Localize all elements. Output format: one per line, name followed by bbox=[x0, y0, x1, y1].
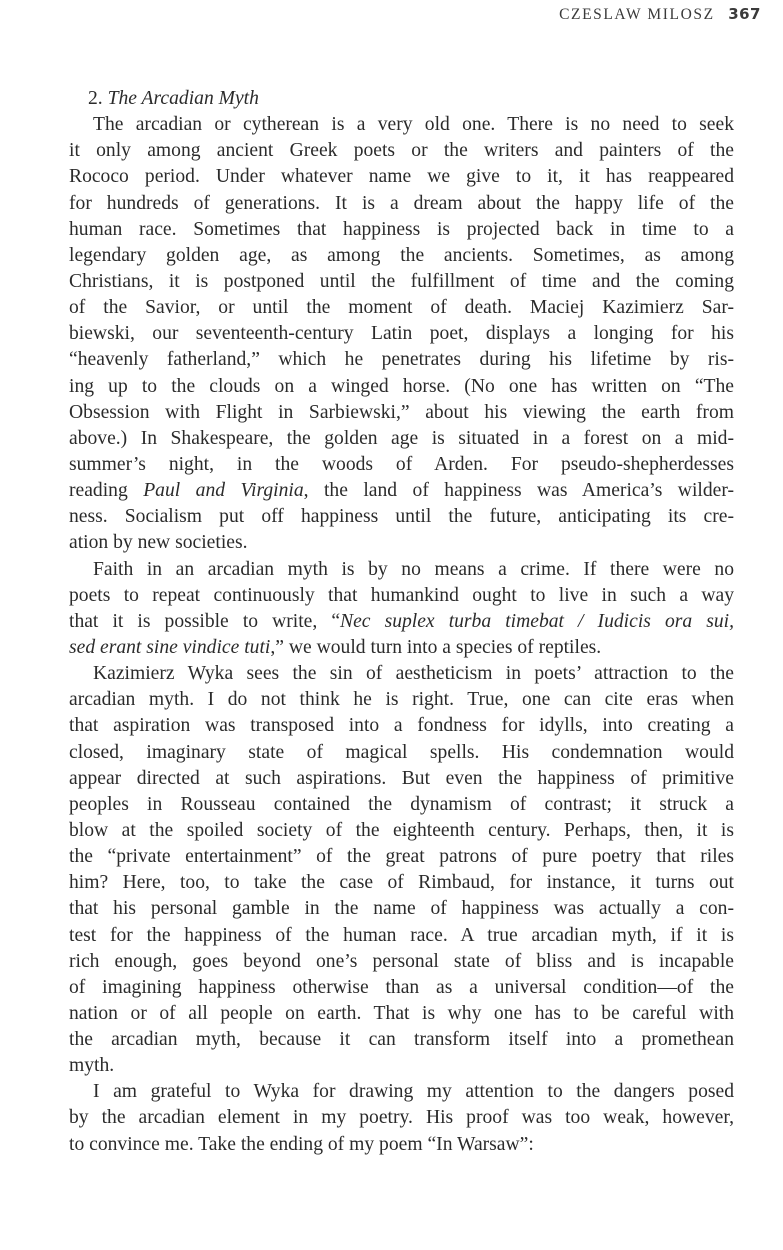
paragraph bbox=[69, 661, 734, 1079]
text-line: nation or of all people on earth. That is why one has to be careful with bbox=[69, 1002, 734, 1024]
text-line: legendary golden age, as among the ancients. Sometimes, as among bbox=[69, 244, 734, 266]
text-line: that his personal gamble in the name of happiness was actually a con- bbox=[69, 898, 734, 920]
text-line: Christians, it is postponed until the fulfillment of time and the coming bbox=[69, 270, 734, 292]
text-line: it only among ancient Greek poets or the writers and painters of the bbox=[69, 140, 734, 162]
text-line: reading Paul and Virginia, the land of happiness was America’s wilder- bbox=[69, 480, 734, 502]
section-heading bbox=[69, 86, 734, 112]
running-head bbox=[559, 5, 761, 24]
text-line: I am grateful to Wyka for drawing my attention to the dangers posed bbox=[93, 1081, 734, 1103]
text-line: summer’s night, in the woods of Arden. For pseudo-shepherdesses bbox=[69, 453, 734, 475]
paragraph bbox=[69, 112, 734, 556]
text-line: to convince me. Take the ending of my poem “In Warsaw”: bbox=[69, 1133, 534, 1155]
text-line: that aspiration was transposed into a fondness for idylls, into creating a bbox=[69, 715, 734, 737]
text-line: peoples in Rousseau contained the dynamism of contrast; it struck a bbox=[69, 793, 734, 815]
running-head-author: CZESLAW MILOSZ bbox=[559, 6, 715, 23]
italic-text: sed erant sine vindice tuti bbox=[69, 636, 271, 658]
text-line: test for the happiness of the human race. A true arcadian myth, if it is bbox=[69, 924, 734, 946]
text-line: poets to repeat continuously that humankind ought to live in such a way bbox=[69, 584, 734, 606]
section-number: 2. bbox=[88, 88, 103, 109]
text-line: rich enough, goes beyond one’s personal state of bliss and is incapable bbox=[69, 950, 734, 972]
text-line: ness. Socialism put off happiness until the future, anticipating its cre- bbox=[69, 506, 734, 528]
text-line: the “private entertainment” of the great patrons of pure poetry that riles bbox=[69, 846, 734, 868]
section-title: The Arcadian Myth bbox=[107, 88, 259, 109]
text-line: appear directed at such aspirations. But even the happiness of primitive bbox=[69, 767, 734, 789]
text-line: closed, imaginary state of magical spells. His condemnation would bbox=[69, 741, 734, 763]
text-line: Kazimierz Wyka sees the sin of aestheticism in poets’ attraction to the bbox=[93, 663, 734, 685]
text-line: “heavenly fatherland,” which he penetrates during his lifetime by ris- bbox=[69, 349, 734, 371]
text-line: arcadian myth. I do not think he is right. True, one can cite eras when bbox=[69, 689, 734, 711]
italic-text: Paul and Virginia bbox=[143, 480, 304, 502]
page-number: 367 bbox=[728, 5, 761, 23]
body-text bbox=[69, 86, 734, 1158]
text-line: human race. Sometimes that happiness is projected back in time to a bbox=[69, 218, 734, 240]
text-line: The arcadian or cytherean is a very old one. There is no need to seek bbox=[93, 114, 734, 136]
text-line: of imagining happiness otherwise than as a universal condition—of the bbox=[69, 976, 734, 998]
paragraph bbox=[69, 1079, 734, 1157]
text-line: ation by new societies. bbox=[69, 532, 248, 554]
paragraphs bbox=[69, 112, 734, 1158]
text-line: him? Here, too, to take the case of Rimbaud, for instance, it turns out bbox=[69, 872, 734, 894]
text-line: the arcadian myth, because it can transform itself into a promethean bbox=[69, 1029, 734, 1051]
text-line: that it is possible to write, “Nec suplex turba timebat / Iudicis ora sui, bbox=[69, 610, 734, 632]
text-line: blow at the spoiled society of the eighteenth century. Perhaps, then, it is bbox=[69, 819, 734, 841]
text-line: by the arcadian element in my poetry. His proof was too weak, however, bbox=[69, 1107, 734, 1129]
text-line: above.) In Shakespeare, the golden age is situated in a forest on a mid- bbox=[69, 427, 734, 449]
text-line: of the Savior, or until the moment of death. Maciej Kazimierz Sar- bbox=[69, 297, 734, 319]
text-line: Rococo period. Under whatever name we give to it, it has reappeared bbox=[69, 166, 734, 188]
text-line: for hundreds of generations. It is a dream about the happy life of the bbox=[69, 192, 734, 214]
text-line: ing up to the clouds on a winged horse. (No one has written on “The bbox=[69, 375, 734, 397]
text-line: sed erant sine vindice tuti,” we would turn into a species of reptiles. bbox=[69, 636, 602, 658]
text-line: Obsession with Flight in Sarbiewski,” about his viewing the earth from bbox=[69, 401, 734, 423]
italic-text: Nec suplex turba timebat / Iudicis ora sui, bbox=[340, 610, 734, 632]
text-line: Faith in an arcadian myth is by no means a crime. If there were no bbox=[93, 558, 734, 580]
text-line: biewski, our seventeenth-century Latin poet, displays a longing for his bbox=[69, 323, 734, 345]
paragraph bbox=[69, 557, 734, 662]
text-line: myth. bbox=[69, 1055, 115, 1077]
